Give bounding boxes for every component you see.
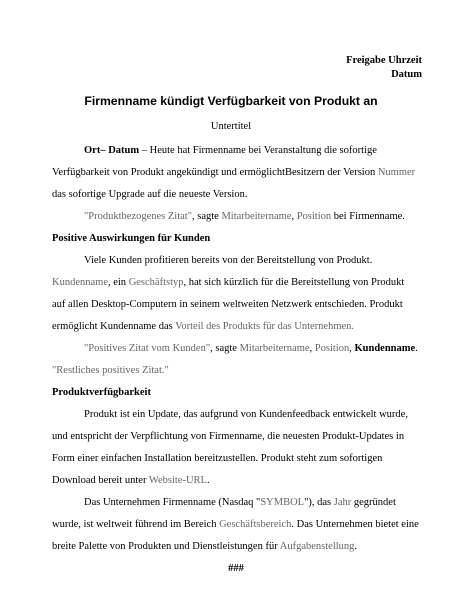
- release-info: [346, 54, 422, 82]
- placeholder-rest-quote: "Restliches positives Zitat.": [52, 365, 169, 376]
- placeholder-employee-2: Mitarbeitername: [239, 343, 310, 354]
- company-paragraph: Das Unternehmen Firmenname (Nasdaq "SYMBOL"), das Jahr gegründet wurde, ist weltweit führend im Bereich Geschäftsbereich. Das Unternehmen bietet eine breite Palette von Produkten und Dienstleistungen für Aufgabenstellung.: [52, 497, 419, 552]
- placeholder-position: Position: [296, 211, 332, 222]
- headline: Firmenname kündigt Verfügbarkeit von Produkt an: [84, 94, 378, 108]
- customer-quote-paragraph: "Positives Zitat vom Kunden", sagte Mitarbeitername, Position, Kundenname. "Restliches positives Zitat.": [52, 343, 418, 376]
- placeholder-customer: Kundenname: [52, 277, 108, 288]
- section-heading-availability: Produktverfügbarkeit: [52, 387, 151, 398]
- placeholder-benefit: Vorteil des Produkts für das Unternehmen.: [175, 321, 355, 332]
- release-date-label: Datum: [391, 69, 422, 80]
- availability-paragraph: Produkt ist ein Update, das aufgrund von Kundenfeedback entwickelt wurde, und entspricht der Verpflichtung von Firmenname, die neuesten Produkt-Updates in Form einer einfachen Installation bereitzustellen. Produkt steht zum sofortigen Download bereit unter Website-URL.: [52, 409, 408, 486]
- placeholder-year: Jahr: [333, 497, 352, 508]
- placeholder-business-type: Geschäftstyp: [128, 277, 184, 288]
- intro-quote-paragraph: "Produktbezogenes Zitat", sagte Mitarbeitername, Position bei Firmenname.: [84, 211, 405, 222]
- placeholder-number: Nummer: [377, 167, 416, 178]
- end-mark: ###: [228, 563, 244, 574]
- subtitle: Untertitel: [210, 121, 252, 132]
- release-time-label: Freigabe Uhrzeit: [346, 55, 422, 66]
- placeholder-product-quote: "Produktbezogenes Zitat": [84, 211, 193, 222]
- section-heading-customers: Positive Auswirkungen für Kunden: [52, 233, 211, 244]
- customers-paragraph: Viele Kunden profitieren bereits von der Bereitstellung von Produkt. Kundenname, ein Geschäftstyp, hat sich kürzlich für die Bereitstellung von Produkt auf allen Desktop-Computern in seinem weltweiten Netzwerk entschieden. Produkt ermöglicht Kundenname das Vorteil des Produkts für das Unternehmen.: [52, 255, 405, 332]
- press-release-body: [52, 140, 420, 580]
- placeholder-symbol: SYMBOL: [260, 497, 305, 508]
- intro-paragraph: Ort– Datum – Heute hat Firmenname bei Veranstaltung die sofortige Verfügbarkeit von Produkt angekündigt und ermöglichtBesitzern der Version Nummer das sofortige Upgrade auf die neueste Version.: [52, 145, 416, 200]
- placeholder-position-2: Position: [314, 343, 350, 354]
- placeholder-business-area: Geschäftsbereich: [219, 519, 292, 530]
- customer-name: Kundenname: [354, 343, 416, 354]
- placeholder-employee: Mitarbeitername: [221, 211, 292, 222]
- placeholder-task: Aufgabenstellung: [279, 541, 355, 552]
- dateline: Ort– Datum: [84, 145, 140, 156]
- placeholder-website-url: Website-URL: [148, 475, 207, 486]
- placeholder-customer-quote: "Positives Zitat vom Kunden": [84, 343, 211, 354]
